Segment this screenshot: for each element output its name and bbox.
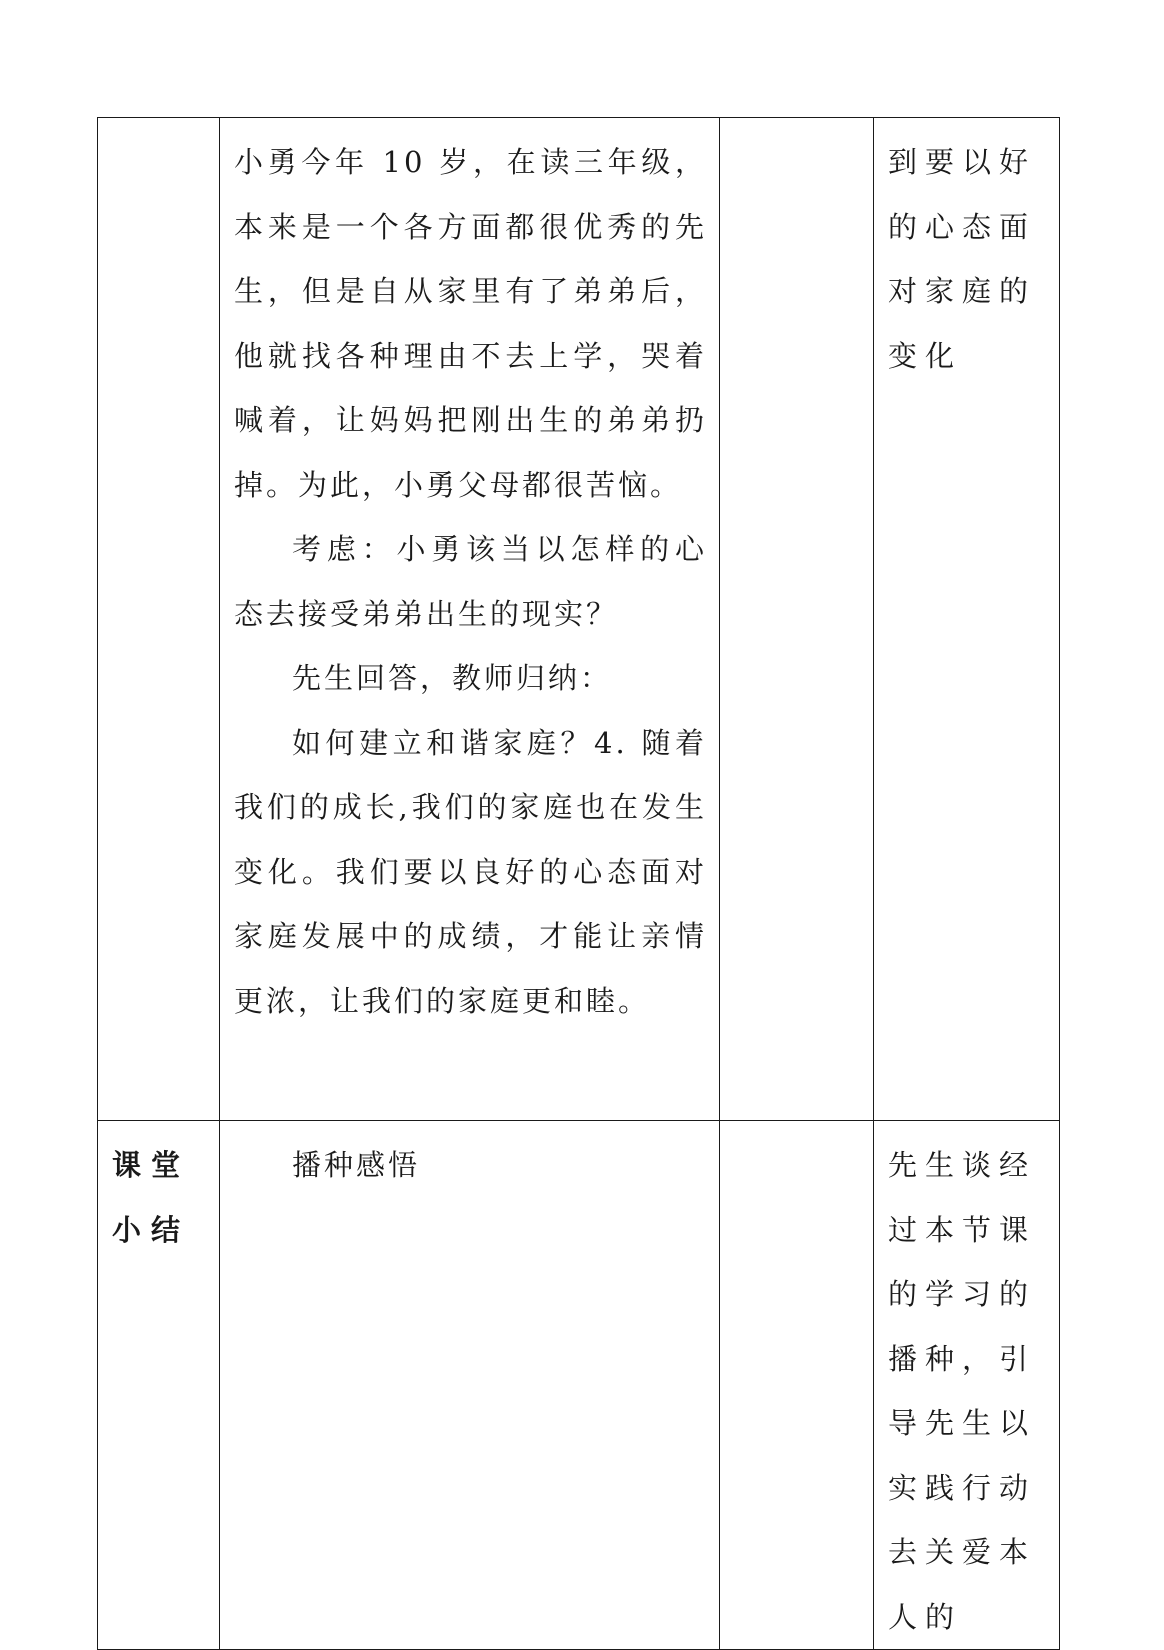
table-row xyxy=(98,118,1060,1121)
section-cell xyxy=(98,118,220,1121)
case-paragraph: 小勇今年 10 岁，在读三年级，本来是一个各方面都很优秀的先生，但是自从家里有了弟弟后，他就找各种理由不去上学，哭着喊着，让妈妈把刚出生的弟弟扔掉。为此，小勇父母都很苦恼。 xyxy=(234,145,707,502)
summary-paragraph: 如何建立和谐家庭？4. 随着我们的成长,我们的家庭也在发生变化。我们要以良好的心态面对家庭发展中的成绩，才能让亲情更浓，让我们的家庭更和睦。 xyxy=(234,725,707,1018)
content-cell xyxy=(220,118,720,1121)
content-cell xyxy=(220,1121,720,1650)
intent-cell xyxy=(874,1121,1060,1650)
intent-text: 先生谈经过本节课的学习的播种，引导先生以实践行动去关爱本人的 xyxy=(888,1148,1037,1634)
section-cell xyxy=(98,1121,220,1650)
activity-cell xyxy=(720,1121,874,1650)
content-text: 播种感悟 xyxy=(292,1148,421,1182)
answer-intro-paragraph: 先生回答，教师归纳： xyxy=(292,661,613,695)
intent-cell xyxy=(874,118,1060,1121)
question-paragraph: 考虑：小勇该当以怎样的心态去接受弟弟出生的现实？ xyxy=(234,532,707,631)
activity-cell xyxy=(720,118,874,1121)
intent-text: 到要以好的心态面对家庭的变化 xyxy=(888,145,1037,373)
table-row xyxy=(98,1121,1060,1650)
section-label: 课堂小结 xyxy=(112,1148,191,1247)
lesson-plan-table xyxy=(97,117,1060,1650)
